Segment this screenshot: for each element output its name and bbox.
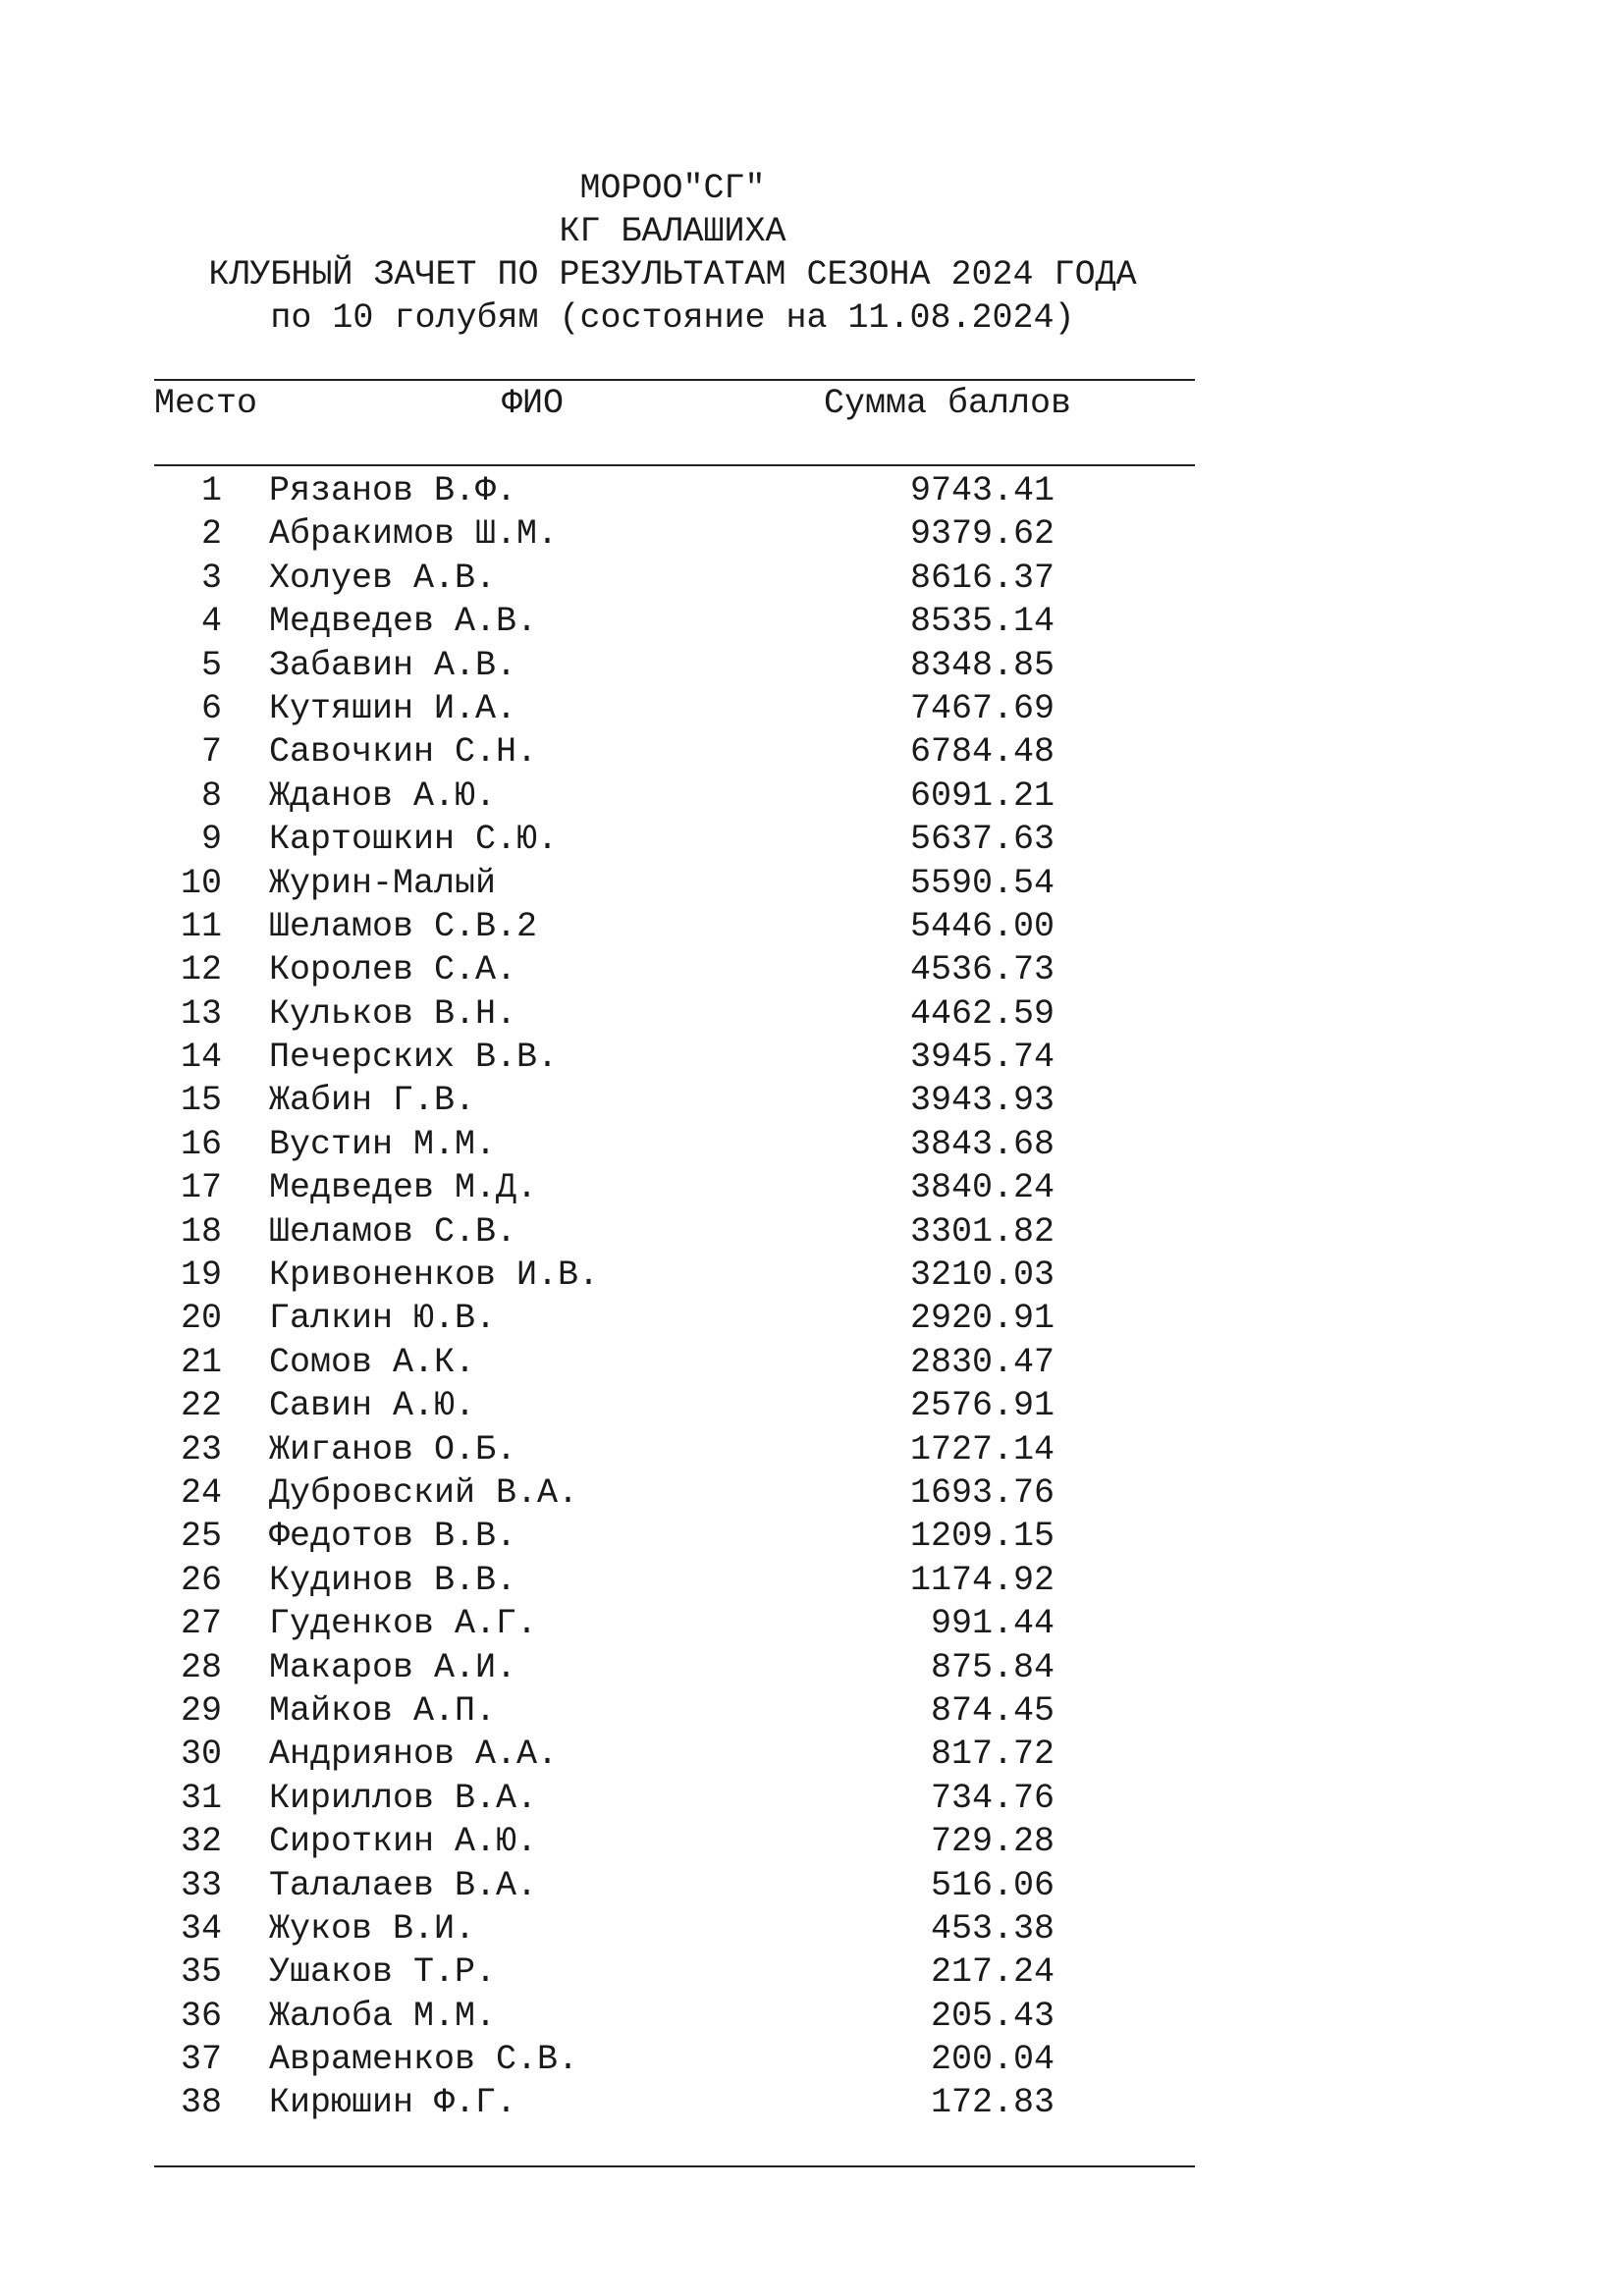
row-place: 4 <box>200 602 222 642</box>
row-name: Жалоба М.М. <box>269 1996 497 2036</box>
row-score: 205.43 <box>930 1996 1055 2036</box>
row-name: Галкин Ю.В. <box>269 1299 497 1339</box>
row-score: 217.24 <box>930 1952 1055 1993</box>
table-row <box>0 1777 1624 1820</box>
report-title: КЛУБНЫЙ ЗАЧЕТ ПО РЕЗУЛЬТАТАМ СЕЗОНА 2024 ГОДА <box>208 255 1137 294</box>
row-name: Вустин М.М. <box>269 1124 497 1164</box>
row-name: Журин-Малый <box>269 863 497 903</box>
row-score: 8535.14 <box>909 602 1055 642</box>
row-name: Кудинов В.В. <box>269 1560 517 1600</box>
row-name: Королев С.А. <box>269 950 517 990</box>
row-name: Федотов В.В. <box>269 1517 517 1557</box>
row-name: Жуков В.И. <box>269 1908 476 1949</box>
row-place: 2 <box>200 514 222 555</box>
row-place: 26 <box>180 1560 222 1600</box>
row-place: 6 <box>200 688 222 728</box>
row-score: 2830.47 <box>909 1342 1055 1382</box>
table-row <box>0 600 1624 643</box>
row-score: 3843.68 <box>909 1124 1055 1164</box>
row-score: 5590.54 <box>909 863 1055 903</box>
row-score: 2576.91 <box>909 1386 1055 1426</box>
table-row <box>0 557 1624 600</box>
row-place: 23 <box>180 1429 222 1469</box>
row-score: 7467.69 <box>909 688 1055 728</box>
row-place: 8 <box>200 775 222 816</box>
table-bottom-rule <box>154 2165 1195 2167</box>
header-bottom-rule <box>154 464 1195 466</box>
club-title: КГ БАЛАШИХА <box>559 212 786 251</box>
row-name: Кутяшин И.А. <box>269 688 517 728</box>
row-name: Дубровский В.А. <box>269 1472 579 1513</box>
row-name: Гуденков А.Г. <box>269 1604 538 1644</box>
org-title: МОРОО"СГ" <box>579 169 766 208</box>
table-row <box>0 1471 1624 1515</box>
row-place: 13 <box>180 993 222 1034</box>
row-name: Майков А.П. <box>269 1690 497 1731</box>
row-score: 516.06 <box>930 1865 1055 1905</box>
row-score: 453.38 <box>930 1908 1055 1949</box>
row-score: 3210.03 <box>909 1255 1055 1296</box>
row-score: 3840.24 <box>909 1168 1055 1208</box>
table-row <box>0 1907 1624 1950</box>
column-header-place: Место <box>154 384 258 423</box>
row-place: 21 <box>180 1342 222 1382</box>
row-name: Савин А.Ю. <box>269 1386 476 1426</box>
table-row <box>0 1559 1624 1602</box>
table-row <box>0 2038 1624 2081</box>
table-row <box>0 1166 1624 1209</box>
row-score: 1209.15 <box>909 1517 1055 1557</box>
row-place: 16 <box>180 1124 222 1164</box>
row-score: 729.28 <box>930 1822 1055 1862</box>
row-score: 991.44 <box>930 1604 1055 1644</box>
row-name: Сироткин А.Ю. <box>269 1822 538 1862</box>
row-name: Кульков В.Н. <box>269 993 517 1034</box>
column-header-name: ФИО <box>502 384 565 423</box>
table-row <box>0 1646 1624 1689</box>
column-header-score: Сумма баллов <box>824 384 1072 423</box>
table-row <box>0 862 1624 905</box>
table-row <box>0 1079 1624 1122</box>
row-place: 37 <box>180 2040 222 2080</box>
table-row <box>0 1254 1624 1297</box>
table-row <box>0 1341 1624 1384</box>
row-name: Картошкин С.Ю. <box>269 820 559 860</box>
row-place: 11 <box>180 906 222 946</box>
row-score: 4462.59 <box>909 993 1055 1034</box>
report-subtitle: по 10 голубям (состояние на 11.08.2024) <box>270 298 1075 338</box>
row-place: 5 <box>200 645 222 685</box>
row-name: Медведев М.Д. <box>269 1168 538 1208</box>
row-place: 29 <box>180 1690 222 1731</box>
row-score: 3943.93 <box>909 1081 1055 1121</box>
table-row <box>0 1515 1624 1558</box>
row-place: 34 <box>180 1908 222 1949</box>
row-score: 9379.62 <box>909 514 1055 555</box>
table-row <box>0 687 1624 730</box>
table-row <box>0 2081 1624 2124</box>
table-row <box>0 1384 1624 1427</box>
row-name: Талалаев В.А. <box>269 1865 538 1905</box>
row-place: 24 <box>180 1472 222 1513</box>
row-score: 6784.48 <box>909 732 1055 773</box>
table-row <box>0 1995 1624 2038</box>
table-row <box>0 1950 1624 1994</box>
row-score: 874.45 <box>930 1690 1055 1731</box>
table-row <box>0 1864 1624 1907</box>
header-top-rule <box>154 379 1195 381</box>
table-row <box>0 818 1624 861</box>
row-place: 33 <box>180 1865 222 1905</box>
row-place: 10 <box>180 863 222 903</box>
row-name: Рязанов В.Ф. <box>269 471 517 510</box>
table-row <box>0 992 1624 1036</box>
row-name: Кирюшин Ф.Г. <box>269 2083 517 2123</box>
table-row <box>0 469 1624 512</box>
row-name: Шеламов С.В.2 <box>269 906 538 946</box>
table-row <box>0 512 1624 556</box>
row-name: Кириллов В.А. <box>269 1778 538 1818</box>
table-row <box>0 1602 1624 1645</box>
row-place: 3 <box>200 558 222 598</box>
row-score: 2920.91 <box>909 1299 1055 1339</box>
row-score: 200.04 <box>930 2040 1055 2080</box>
row-score: 8616.37 <box>909 558 1055 598</box>
row-name: Андриянов А.А. <box>269 1735 559 1775</box>
row-name: Медведев А.В. <box>269 602 538 642</box>
row-name: Савочкин С.Н. <box>269 732 538 773</box>
row-place: 12 <box>180 950 222 990</box>
row-name: Жабин Г.В. <box>269 1081 476 1121</box>
row-score: 1693.76 <box>909 1472 1055 1513</box>
row-place: 9 <box>200 820 222 860</box>
row-name: Забавин А.В. <box>269 645 517 685</box>
row-score: 1727.14 <box>909 1429 1055 1469</box>
row-name: Сомов А.К. <box>269 1342 476 1382</box>
row-score: 172.83 <box>930 2083 1055 2123</box>
row-name: Печерских В.В. <box>269 1038 559 1078</box>
row-place: 25 <box>180 1517 222 1557</box>
row-place: 32 <box>180 1822 222 1862</box>
table-row <box>0 905 1624 948</box>
row-place: 30 <box>180 1735 222 1775</box>
row-place: 17 <box>180 1168 222 1208</box>
row-name: Ушаков Т.Р. <box>269 1952 497 1993</box>
row-place: 22 <box>180 1386 222 1426</box>
table-row <box>0 1036 1624 1079</box>
row-name: Кривоненков И.В. <box>269 1255 600 1296</box>
row-name: Жиганов О.Б. <box>269 1429 517 1469</box>
table-row <box>0 1820 1624 1863</box>
table-row <box>0 644 1624 687</box>
row-place: 14 <box>180 1038 222 1078</box>
row-place: 7 <box>200 732 222 773</box>
row-place: 15 <box>180 1081 222 1121</box>
table-row <box>0 774 1624 818</box>
row-score: 5446.00 <box>909 906 1055 946</box>
row-place: 18 <box>180 1211 222 1252</box>
row-score: 5637.63 <box>909 820 1055 860</box>
row-score: 3301.82 <box>909 1211 1055 1252</box>
row-place: 19 <box>180 1255 222 1296</box>
table-row <box>0 948 1624 991</box>
row-score: 4536.73 <box>909 950 1055 990</box>
row-score: 817.72 <box>930 1735 1055 1775</box>
table-row <box>0 1428 1624 1471</box>
table-row <box>0 1689 1624 1733</box>
row-place: 36 <box>180 1996 222 2036</box>
row-place: 31 <box>180 1778 222 1818</box>
table-row <box>0 1733 1624 1776</box>
row-score: 6091.21 <box>909 775 1055 816</box>
row-score: 1174.92 <box>909 1560 1055 1600</box>
row-score: 734.76 <box>930 1778 1055 1818</box>
table-row <box>0 730 1624 774</box>
row-name: Макаров А.И. <box>269 1647 517 1687</box>
row-place: 1 <box>200 471 222 510</box>
row-place: 20 <box>180 1299 222 1339</box>
table-row <box>0 1123 1624 1166</box>
table-row <box>0 1297 1624 1340</box>
row-place: 28 <box>180 1647 222 1687</box>
row-name: Холуев А.В. <box>269 558 497 598</box>
row-place: 38 <box>180 2083 222 2123</box>
row-name: Авраменков С.В. <box>269 2040 579 2080</box>
row-score: 3945.74 <box>909 1038 1055 1078</box>
row-name: Шеламов С.В. <box>269 1211 517 1252</box>
row-name: Жданов А.Ю. <box>269 775 497 816</box>
row-score: 9743.41 <box>909 471 1055 510</box>
results-table-body <box>0 469 1624 2125</box>
row-place: 35 <box>180 1952 222 1993</box>
row-score: 875.84 <box>930 1647 1055 1687</box>
row-score: 8348.85 <box>909 645 1055 685</box>
table-row <box>0 1210 1624 1254</box>
row-name: Абракимов Ш.М. <box>269 514 559 555</box>
row-place: 27 <box>180 1604 222 1644</box>
